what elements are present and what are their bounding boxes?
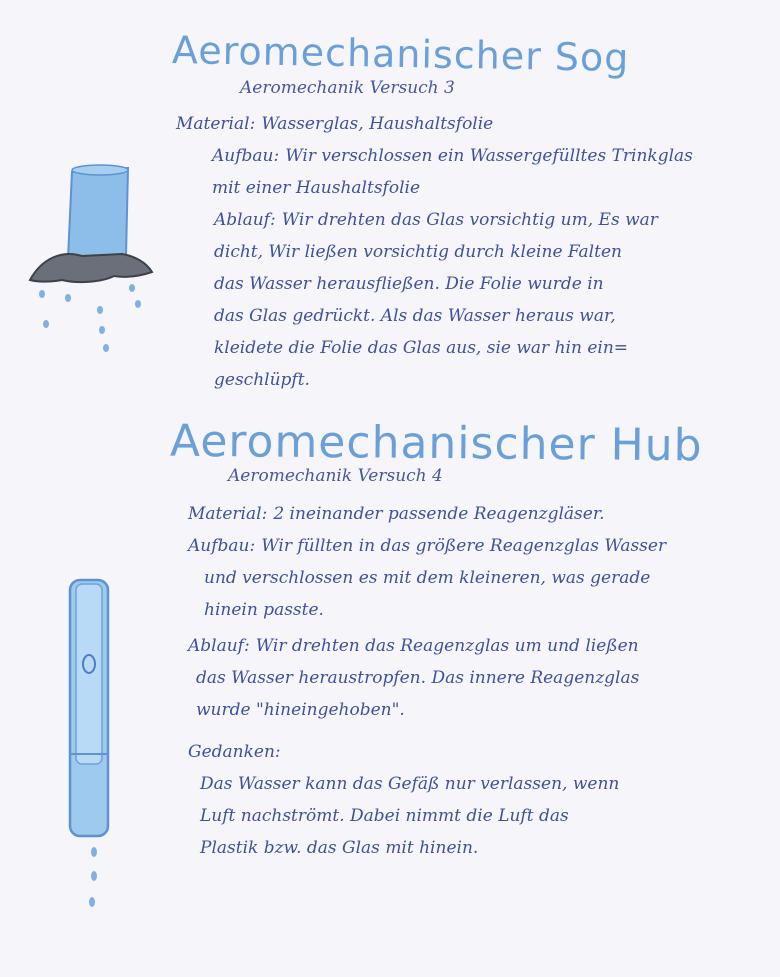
section2-title: Aeromechanischer Hub <box>169 415 703 472</box>
glass-with-foil-drawing <box>22 158 162 358</box>
section1-subtitle: Aeromechanik Versuch 3 <box>240 78 455 98</box>
material-text: 2 ineinander passende Reagenzgläser. <box>273 504 605 524</box>
gedanken-line: Das Wasser kann das Gefäß nur verlassen, wenn <box>200 774 620 794</box>
material-label: Material: <box>176 114 256 134</box>
test-tube-drawing <box>50 574 120 924</box>
section2-gedanken <box>188 736 619 864</box>
aufbau-label: Aufbau: <box>188 536 256 556</box>
ablauf-line: geschlüpft. <box>214 370 310 390</box>
section1-aufbau <box>212 140 693 204</box>
material-label: Material: <box>188 504 268 524</box>
gedanken-line: Luft nachströmt. Dabei nimmt die Luft das <box>200 806 569 826</box>
section2-aufbau <box>188 530 666 626</box>
aufbau-label: Aufbau: <box>212 146 280 166</box>
section2-ablauf <box>188 630 639 726</box>
section2-material <box>188 498 605 530</box>
ablauf-line: Wir drehten das Reagenzglas um und ließen <box>255 636 639 656</box>
ablauf-label: Ablauf: <box>188 636 250 656</box>
ablauf-label: Ablauf: <box>214 210 276 230</box>
ablauf-line: dicht, Wir ließen vorsichtig durch kleine Falten <box>214 242 622 262</box>
ablauf-line: kleidete die Folie das Glas aus, sie war hin ein= <box>214 338 629 358</box>
aufbau-line: und verschlossen es mit dem kleineren, was gerade <box>204 568 651 588</box>
aufbau-line: Wir füllten in das größere Reagenzglas Wasser <box>261 536 667 556</box>
gedanken-line: Plastik bzw. das Glas mit hinein. <box>200 838 479 858</box>
section1-ablauf <box>214 204 658 396</box>
section2-subtitle: Aeromechanik Versuch 4 <box>228 466 443 486</box>
section1-material <box>176 108 493 140</box>
gedanken-label: Gedanken: <box>188 742 281 762</box>
ablauf-line: das Wasser heraustropfen. Das innere Reagenzglas <box>196 668 640 688</box>
aufbau-line: hinein passte. <box>204 600 324 620</box>
ablauf-line: das Wasser herausfließen. Die Folie wurde in <box>214 274 604 294</box>
material-text: Wasserglas, Haushaltsfolie <box>261 114 494 134</box>
aufbau-line: Wir verschlossen ein Wassergefülltes Trinkglas <box>285 146 693 166</box>
ablauf-line: das Glas gedrückt. Als das Wasser heraus war, <box>214 306 616 326</box>
ablauf-line: Wir drehten das Glas vorsichtig um, Es war <box>281 210 658 230</box>
ablauf-line: wurde "hineingehoben". <box>196 700 405 720</box>
aufbau-line: mit einer Haushaltsfolie <box>212 178 421 198</box>
section1-title: Aeromechanischer Sog <box>171 28 630 80</box>
